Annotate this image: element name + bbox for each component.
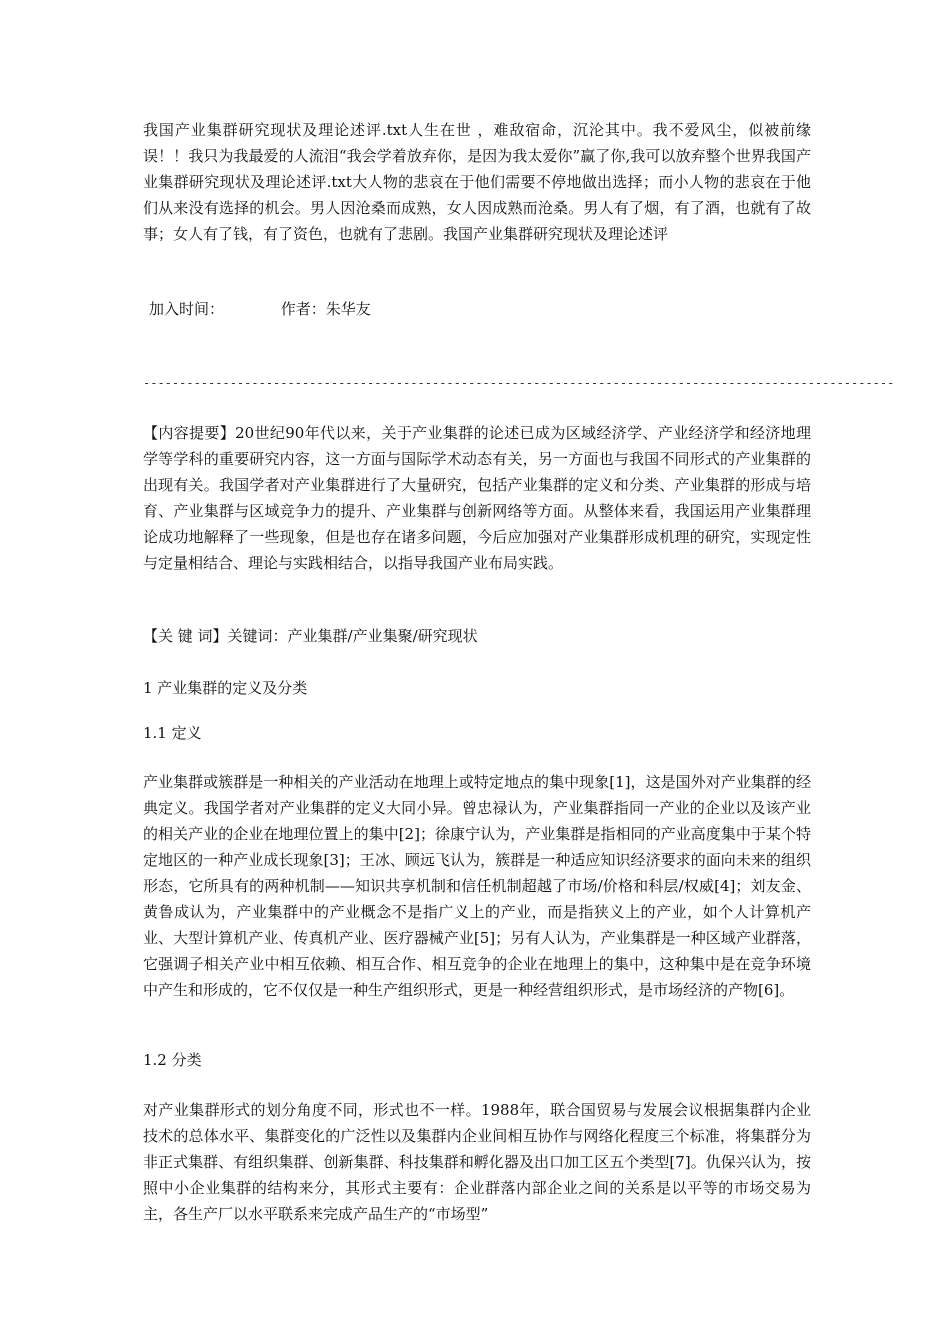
abstract-paragraph: 【内容提要】20世纪90年代以来，关于产业集群的论述已成为区域经济学、产业经济学和经济地理学等学科的重要研究内容，这一方面与国际学术动态有关，另一方面也与我国不同形式的产业集群的出现有关。我国学者对产业集群进行了大量研究，包括产业集群的定义和分类、产业集群的形成与培育、产业集群与区域竞争力的提升、产业集群与创新网络等方面。从整体来看，我国运用产业集群理论成功地解释了一些现象，但是也存在诸多问题，今后应加强对产业集群形成机理的研究，实现定性与定量相结合、理论与实践相结合，以指导我国产业布局实践。 <box>143 424 811 572</box>
classification-paragraph: 对产业集群形式的划分角度不同，形式也不一样。1988年，联合国贸易与发展会议根据集群内企业技术的总体水平、集群变化的广泛性以及集群内企业间相互协作与网络化程度三个标准，将集群分为非正式集群、有组织集群、创新集群、科技集群和孵化器及出口加工区五个类型[7]。仇保兴认为，按照中小企业集群的结构来分，其形式主要有：企业群落内部企业之间的关系是以平等的市场交易为主，各生产厂以水平联系来完成产品生产的“市场型” <box>143 1101 811 1223</box>
section-heading-1-2: 1.2 分类 <box>143 1051 202 1069</box>
keywords-line: 【关 键 词】关键词：产业集群/产业集聚/研究现状 <box>143 627 478 645</box>
section-heading-1: 1 产业集群的定义及分类 <box>143 679 308 697</box>
definition-paragraph: 产业集群或簇群是一种相关的产业活动在地理上或特定地点的集中现象[1]，这是国外对产业集群的经典定义。我国学者对产业集群的定义大同小异。曾忠禄认为，产业集群指同一产业的企业以及该产业的相关产业的企业在地理位置上的集中[2]；徐康宁认为，产业集群是指相同的产业高度集中于某个特定地区的一种产业成长现象[3]；王冰、顾远飞认为，簇群是一种适应知识经济要求的面向未来的组织形态，它所具有的两种机制——知识共享机制和信任机制超越了市场/价格和科层/权威[4]；刘友金、黄鲁成认为，产业集群中的产业概念不是指广义上的产业，而是指狭义上的产业，如个人计算机产业、大型计算机产业、传真机产业、医疗器械产业[5]；另有人认为，产业集群是一种区域产业群落，它强调子相关产业中相互依赖、相互合作、相互竞争的企业在地理上的集中，这种集中是在竞争环境中产生和形成的，它不仅仅是一种生产组织形式，更是一种经营组织形式，是市场经济的产物[6]。 <box>143 773 811 999</box>
divider-line: -------------------------------------------------------------------------------------------------------- <box>143 376 895 390</box>
section-heading-1-1: 1.1 定义 <box>143 724 202 742</box>
intro-paragraph: 我国产业集群研究现状及理论述评.txt人生在世 ，难敌宿命，沉沦其中。我不爱风尘，似被前缘误！！我只为我最爱的人流泪“我会学着放弃你，是因为我太爱你”赢了你,我可以放弃整个世界我国产业集群研究现状及理论述评.txt大人物的悲哀在于他们需要不停地做出选择；而小人物的悲哀在于他们从来没有选择的机会。男人因沧桑而成熟，女人因成熟而沧桑。男人有了烟，有了酒，也就有了故事；女人有了钱，有了资色，也就有了悲剧。我国产业集群研究现状及理论述评 <box>143 121 811 243</box>
author-label: 作者：朱华友 <box>280 300 371 318</box>
time-label: 加入时间： <box>149 300 225 318</box>
article-meta <box>149 296 371 322</box>
